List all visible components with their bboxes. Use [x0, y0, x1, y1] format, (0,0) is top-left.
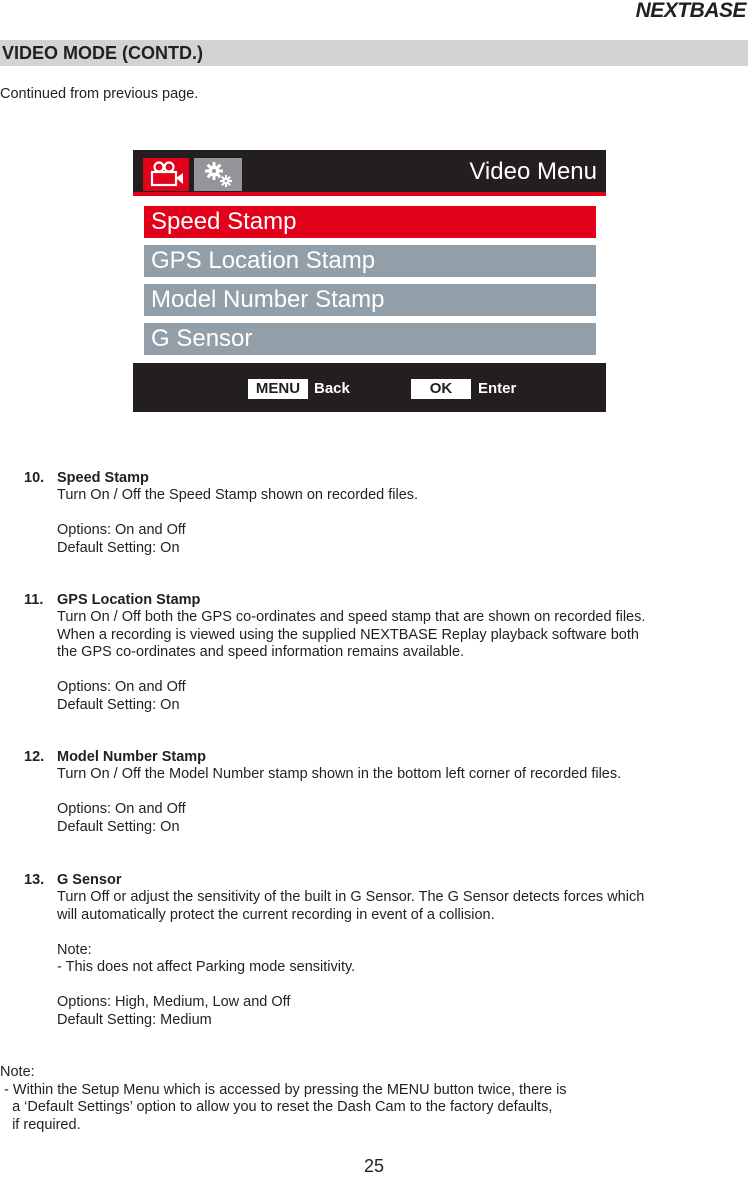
video-camera-icon [143, 158, 189, 191]
item-line: Turn On / Off the Speed Stamp shown on recorded files. [57, 487, 419, 503]
item-line: the GPS co-ordinates and speed information remains available. [57, 644, 465, 660]
item-title: Speed Stamp [57, 470, 149, 486]
item-body [57, 889, 747, 1029]
back-label: Back [314, 380, 350, 397]
item-number: 10. [24, 470, 45, 486]
gears-icon [194, 158, 242, 191]
item-line: will automatically protect the current recording in event of a collision. [57, 906, 495, 923]
item-number: 12. [24, 749, 45, 765]
screen-title: Video Menu [469, 158, 597, 185]
intro-text: Continued from previous page. [0, 86, 199, 102]
item-line: Options: On and Off [57, 679, 186, 695]
brand-logo: NEXTBASE [635, 0, 746, 22]
ok-key: OK [411, 379, 471, 399]
item-line: When a recording is viewed using the supplied NEXTBASE Replay playback software both [57, 626, 639, 643]
item-line: Turn On / Off both the GPS co-ordinates and speed stamp that are shown on recorded files. [57, 609, 646, 625]
item-line: - This does not affect Parking mode sensitivity. [57, 959, 356, 975]
section-header [0, 40, 748, 66]
note-line: a ‘Default Settings’ option to allow you to reset the Dash Cam to the factory defaults, [0, 1099, 553, 1115]
item-title: GPS Location Stamp [57, 592, 201, 608]
item-line: Turn Off or adjust the sensitivity of the built in G Sensor. The G Sensor detects forces which [57, 889, 645, 905]
page-number: 25 [363, 1156, 385, 1176]
item-line: Default Setting: On [57, 539, 180, 556]
item-line: Options: On and Off [57, 801, 186, 817]
item-line: Note: [57, 941, 92, 958]
item-title: Model Number Stamp [57, 749, 207, 765]
footer-note [0, 1064, 567, 1134]
menu-item-speed-stamp[interactable]: Speed Stamp [144, 206, 596, 238]
menu-item-model-number-stamp[interactable]: Model Number Stamp [144, 284, 596, 316]
enter-label: Enter [478, 380, 517, 397]
item-title: G Sensor [57, 872, 122, 888]
item-line: Options: On and Off [57, 522, 186, 538]
dashcam-screen [133, 150, 606, 412]
tab-setup [194, 158, 242, 191]
item-line: Options: High, Medium, Low and Off [57, 994, 291, 1010]
item-line: Default Setting: On [57, 696, 180, 713]
menu-panel [133, 196, 606, 363]
tab-video [143, 158, 189, 191]
menu-item-g-sensor[interactable]: G Sensor [144, 323, 596, 355]
item-line: Default Setting: Medium [57, 1011, 212, 1028]
item-line: Turn On / Off the Model Number stamp shown in the bottom left corner of recorded files. [57, 766, 622, 782]
note-line: - Within the Setup Menu which is accessed by pressing the MENU button twice, there is [0, 1081, 567, 1098]
note-heading: Note: [0, 1064, 35, 1080]
item-number: 13. [24, 872, 45, 888]
item-body [57, 609, 747, 714]
item-line: Default Setting: On [57, 818, 180, 835]
menu-item-gps-location-stamp[interactable]: GPS Location Stamp [144, 245, 596, 277]
item-number: 11. [24, 592, 44, 608]
note-line: if required. [0, 1116, 81, 1133]
item-body [57, 487, 747, 557]
menu-key: MENU [248, 379, 308, 399]
section-title: VIDEO MODE (CONTD.) [2, 43, 203, 63]
item-body [57, 766, 747, 836]
